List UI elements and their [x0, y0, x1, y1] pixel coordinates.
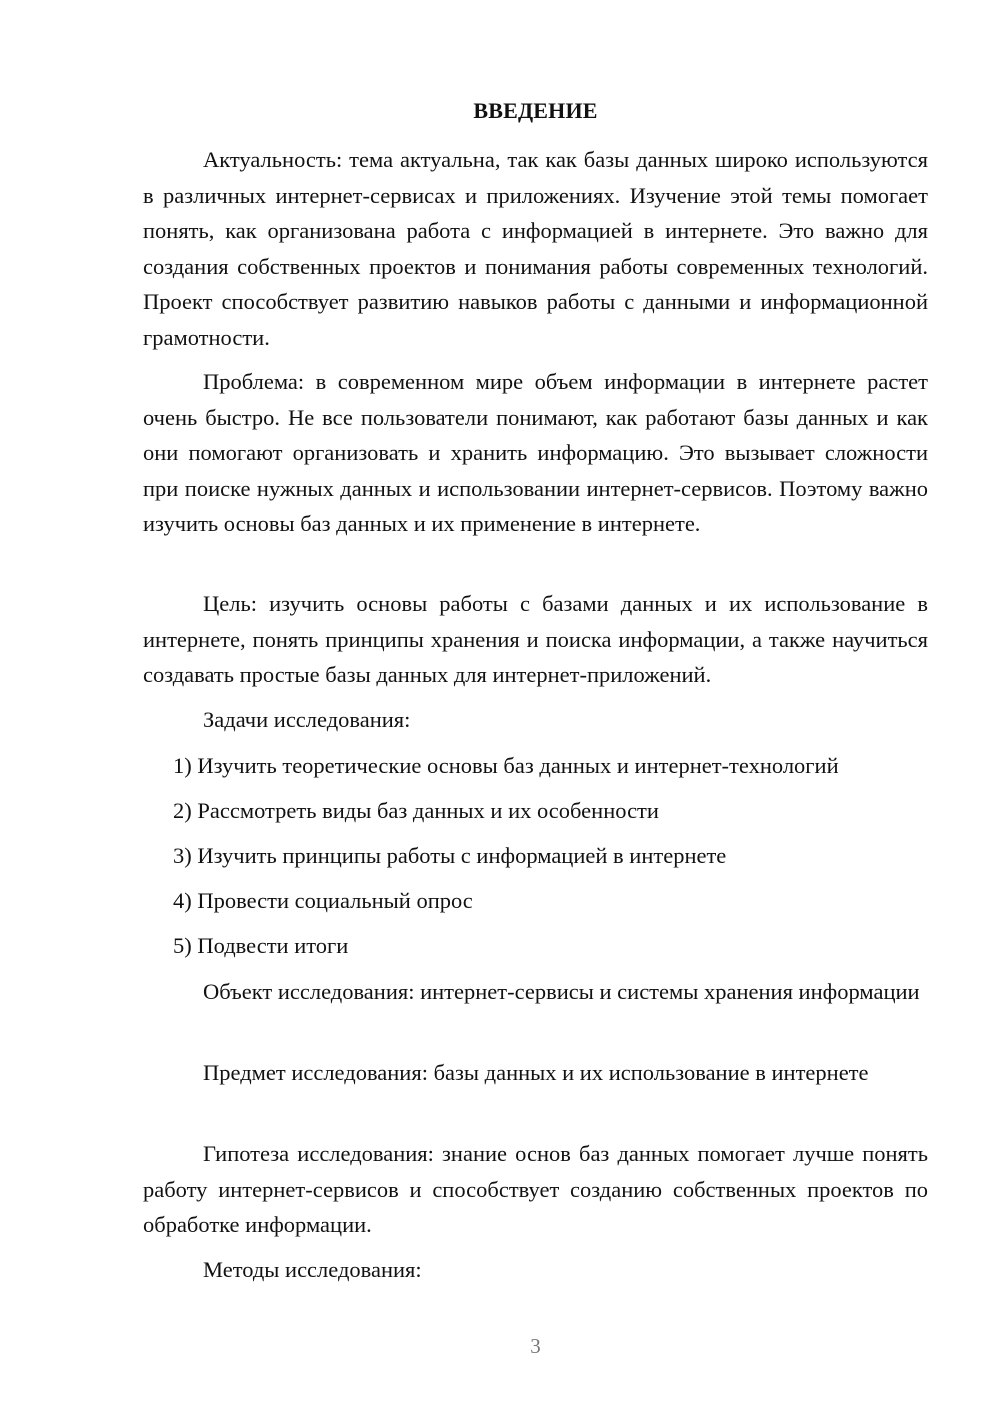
tasks-heading: Задачи исследования:	[203, 707, 411, 732]
task-item-1: 1) Изучить теоретические основы баз данных и интернет-технологий	[173, 753, 839, 778]
paragraph-goal: Цель: изучить основы работы с базами данных и их использование в интернете, понять принципы хранения и поиска информации, а также научиться создавать простые базы данных для интернет-приложений.	[143, 591, 928, 687]
page-number: 3	[530, 1334, 541, 1358]
task-item-4: 4) Провести социальный опрос	[173, 888, 473, 913]
paragraph-subject: Предмет исследования: базы данных и их использование в интернете	[203, 1060, 869, 1085]
page-title: ВВЕДЕНИЕ	[473, 98, 598, 123]
methods-heading: Методы исследования:	[203, 1257, 422, 1282]
paragraph-relevance: Актуальность: тема актуальна, так как базы данных широко используются в различных интернет-сервисах и приложениях. Изучение этой темы помогает понять, как организована работа с информацией в интернете. Это важно для создания собственных проектов и понимания работы современных технологий. Проект способствует развитию навыков работы с данными и информационной грамотности.	[143, 147, 928, 350]
task-item-5: 5) Подвести итоги	[173, 933, 349, 958]
task-item-3: 3) Изучить принципы работы с информацией в интернете	[173, 843, 727, 868]
paragraph-object: Объект исследования: интернет-сервисы и системы хранения информации	[203, 979, 920, 1004]
paragraph-hypothesis: Гипотеза исследования: знание основ баз данных помогает лучше понять работу интернет-сервисов и способствует созданию собственных проектов по обработке информации.	[143, 1141, 928, 1237]
task-item-2: 2) Рассмотреть виды баз данных и их особенности	[173, 798, 659, 823]
document-page	[143, 0, 928, 1414]
paragraph-problem: Проблема: в современном мире объем информации в интернете растет очень быстро. Не все пользователи понимают, как работают базы данных и как они помогают организовать и хранить информацию. Это вызывает сложности при поиске нужных данных и использовании интернет-сервисов. Поэтому важно изучить основы баз данных и их применение в интернете.	[143, 369, 928, 536]
